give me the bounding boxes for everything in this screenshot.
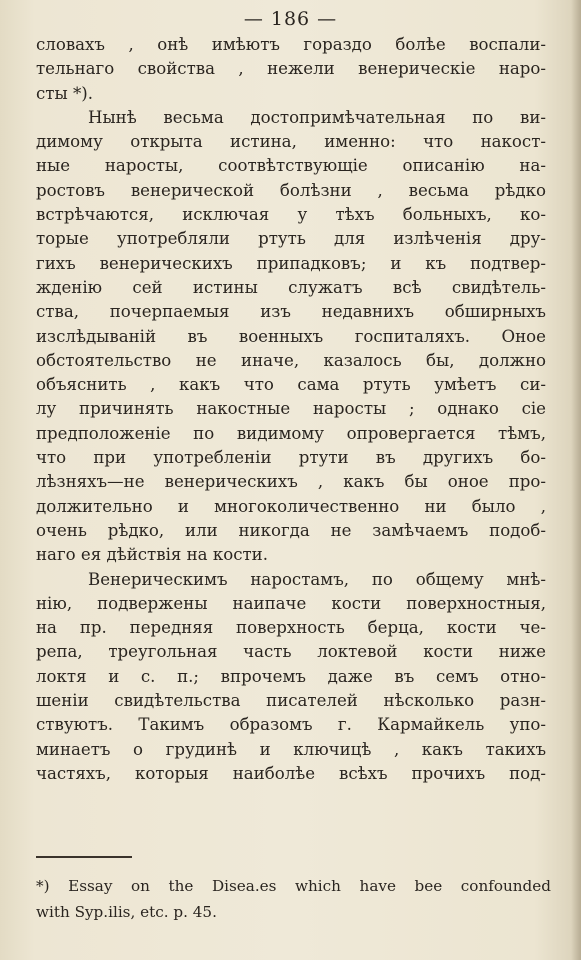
- footnote: [36, 873, 551, 925]
- text-line: должительно и многоколичественно ни было ,: [36, 496, 546, 516]
- text-line: наго ея дѣйствія на кости.: [36, 545, 269, 565]
- text-line: ростовъ венерической болѣзни , весьма рѣдко: [36, 180, 546, 200]
- text-line: лѣзняхъ—не венерическихъ , какъ бы оное про-: [36, 472, 546, 492]
- text-line: что при употребленіи ртути въ другихъ бо-: [36, 448, 546, 468]
- text-line: Нынѣ весьма достопримѣчательная по ви-: [88, 107, 546, 127]
- text-line: минаетъ о грудинѣ и ключицѣ , какъ такихъ: [36, 739, 546, 759]
- body-text: [36, 33, 546, 786]
- text-line: нію, подвержены наипаче кости поверхностныя,: [36, 593, 546, 613]
- text-line: Венерическимъ наростамъ, по общему мнѣ-: [88, 569, 546, 589]
- text-line: ные наросты, соотвѣтствующіе описанію на-: [36, 156, 546, 176]
- text-line: репа, треугольная часть локтевой кости ниже: [36, 642, 546, 662]
- text-line: локтя и с. п.; впрочемъ даже въ семъ отно-: [36, 666, 546, 686]
- footnote-line: *) Essay on the Disea.es which have bee confounded: [36, 877, 551, 895]
- text-line: жденію сей истины служатъ всѣ свидѣтель-: [36, 277, 546, 297]
- text-line: предположеніе по видимому опровергается тѣмъ,: [36, 423, 546, 443]
- text-line: сты *).: [36, 83, 94, 103]
- text-line: димому открыта истина, именно: что накост-: [36, 132, 546, 152]
- text-line: лу причинять накостные наросты ; однако сіе: [36, 399, 546, 419]
- text-line: изслѣдываній въ военныхъ госпиталяхъ. Оное: [36, 326, 546, 346]
- footnote-line: with Syp.ilis, etc. p. 45.: [36, 903, 217, 921]
- text-line: ства, почерпаемыя изъ недавнихъ обширныхъ: [36, 302, 546, 322]
- text-line: очень рѣдко, или никогда не замѣчаемъ подоб-: [36, 520, 546, 540]
- text-line: обстоятельство не иначе, казалось бы, должно: [36, 350, 546, 370]
- text-line: частяхъ, которыя наиболѣе всѣхъ прочихъ под-: [36, 763, 546, 783]
- text-line: объяснить , какъ что сама ртуть умѣетъ си-: [36, 375, 546, 395]
- text-line: гихъ венерическихъ припадковъ; и къ подтвер-: [36, 253, 546, 273]
- text-line: встрѣчаются, исключая у тѣхъ больныхъ, ко-: [36, 205, 546, 225]
- footnote-divider: [36, 856, 132, 858]
- page-number: — 186 —: [243, 8, 338, 30]
- text-line: тельнаго свойства , нежели венерическіе наро-: [36, 59, 546, 79]
- text-line: ствуютъ. Такимъ образомъ г. Кармайкель упо-: [36, 715, 546, 735]
- text-line: шеніи свидѣтельства писателей нѣсколько разн-: [36, 691, 546, 711]
- page-edge-shadow: [571, 0, 581, 960]
- text-line: торые употребляли ртуть для излѣченія дру-: [36, 229, 546, 249]
- text-line: на пр. передняя поверхность берца, кости че-: [36, 618, 546, 638]
- text-line: словахъ , онѣ имѣютъ гораздо болѣе воспали-: [36, 35, 546, 54]
